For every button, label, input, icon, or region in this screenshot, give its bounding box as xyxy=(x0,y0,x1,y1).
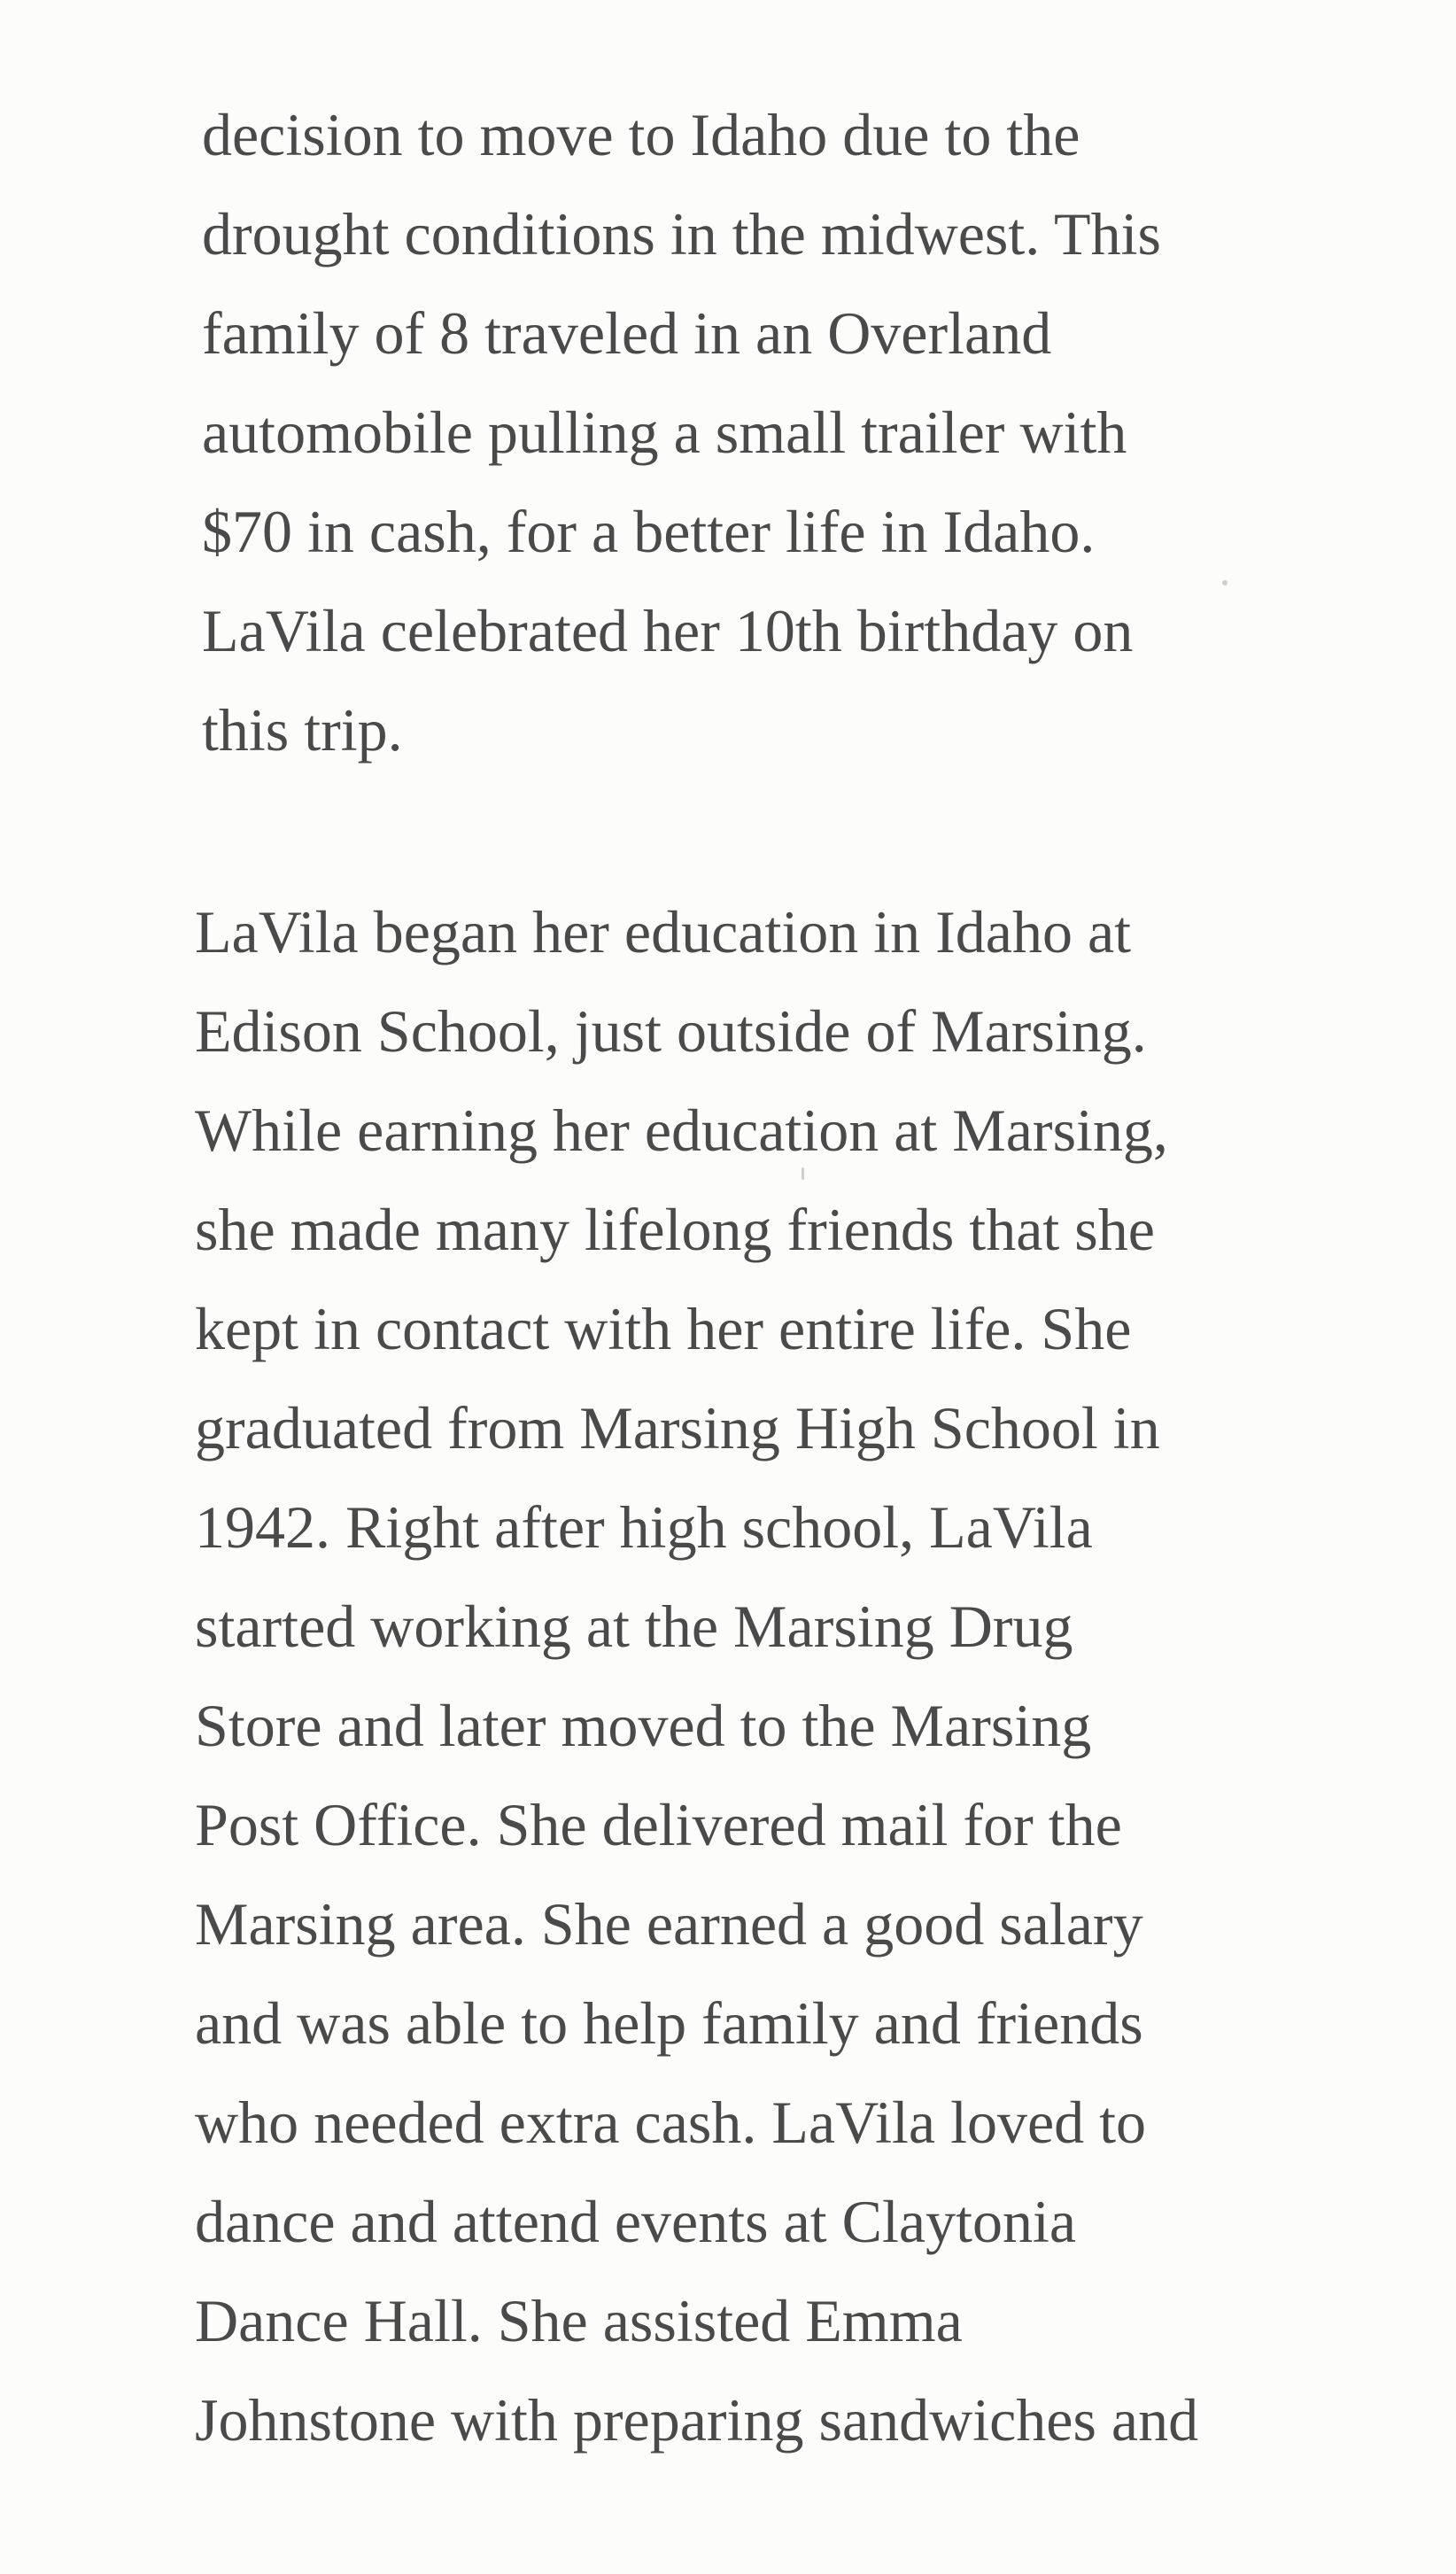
text-line: Marsing area. She earned a good salary xyxy=(195,1890,1143,1958)
text-line: LaVila began her education in Idaho at xyxy=(195,898,1132,965)
text-line: drought conditions in the midwest. This xyxy=(202,200,1161,267)
text-line: started working at the Marsing Drug xyxy=(195,1593,1073,1660)
text-line: Edison School, just outside of Marsing. xyxy=(195,997,1147,1065)
text-line: and was able to help family and friends xyxy=(195,1989,1143,2057)
text-line: Dance Hall. She assisted Emma xyxy=(195,2287,963,2354)
text-line: Post Office. She delivered mail for the xyxy=(195,1791,1122,1858)
text-line: graduated from Marsing High School in xyxy=(195,1394,1160,1461)
text-line: kept in contact with her entire life. She xyxy=(195,1295,1132,1362)
text-line: While earning her education at Marsing, xyxy=(195,1097,1168,1164)
text-line: LaVila celebrated her 10th birthday on xyxy=(202,597,1134,664)
text-line: 1942. Right after high school, LaVila xyxy=(195,1493,1093,1561)
text-line: family of 8 traveled in an Overland xyxy=(202,299,1052,367)
text-line: decision to move to Idaho due to the xyxy=(202,101,1080,168)
paragraph-2 xyxy=(195,882,1198,2469)
text-line: Johnstone with preparing sandwiches and xyxy=(195,2386,1199,2454)
text-line: $70 in cash, for a better life in Idaho. xyxy=(202,498,1096,565)
text-line: she made many lifelong friends that she xyxy=(195,1196,1155,1263)
paragraph-1 xyxy=(202,85,1161,779)
text-line: who needed extra cash. LaVila loved to xyxy=(195,2089,1147,2156)
text-line: this trip. xyxy=(202,696,403,764)
text-line: automobile pulling a small trailer with xyxy=(202,399,1127,466)
scan-speck xyxy=(1222,580,1228,585)
text-line: Store and later moved to the Marsing xyxy=(195,1692,1092,1759)
text-line: dance and attend events at Claytonia xyxy=(195,2188,1077,2255)
